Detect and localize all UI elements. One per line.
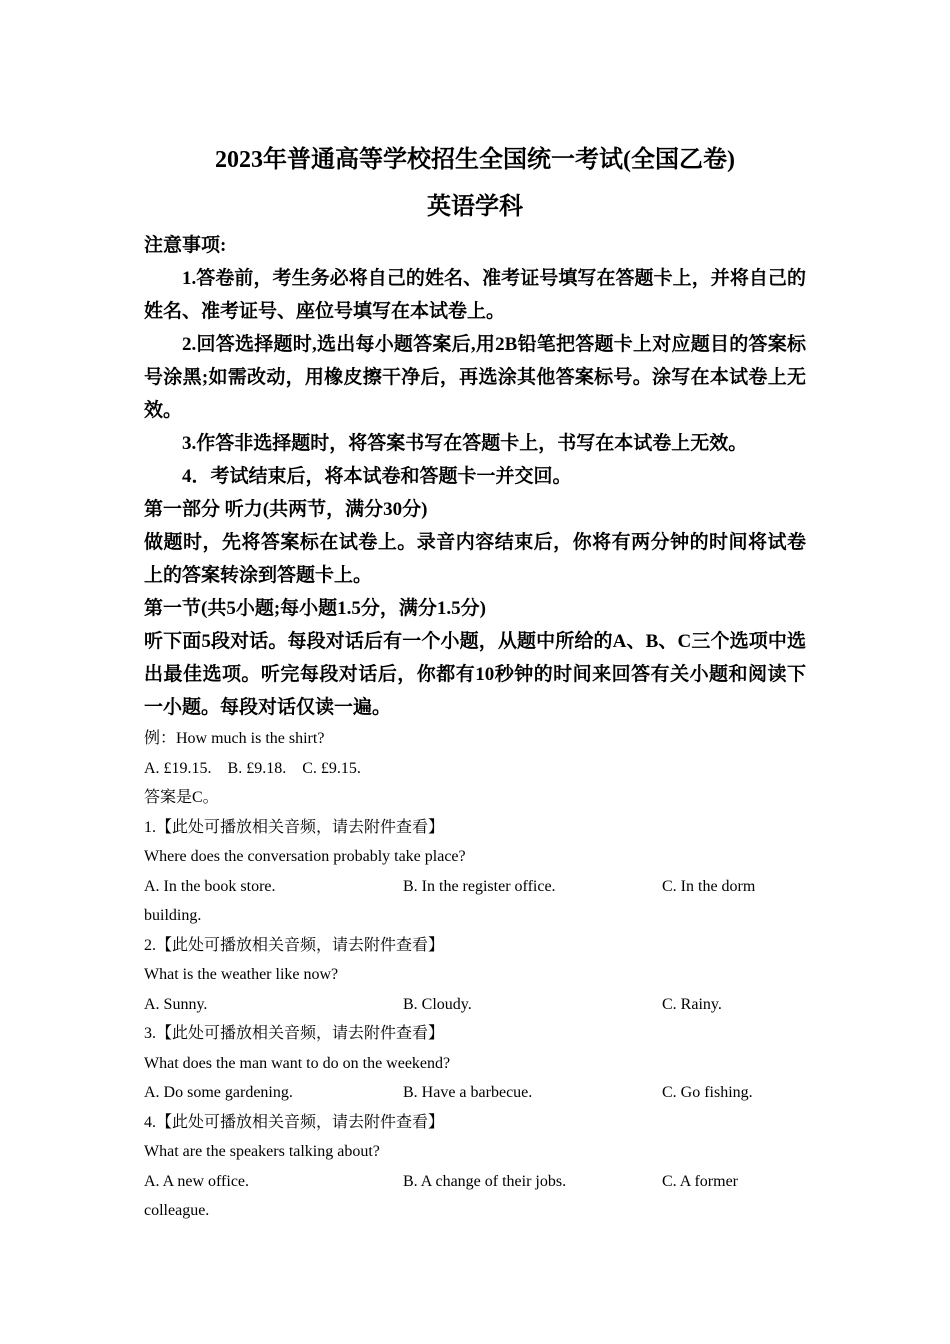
audio-placeholder[interactable]: 1.【此处可播放相关音频，请去附件查看】 <box>144 818 445 836</box>
option-a: A. In the book store. <box>144 877 276 895</box>
options-row <box>144 1078 806 1108</box>
option-a: A. Do some gardening. <box>144 1084 293 1101</box>
notice-item-4: 4．考试结束后，将本试卷和答题卡一并交回。 <box>182 466 572 487</box>
audio-placeholder[interactable]: 4.【此处可播放相关音频，请去附件查看】 <box>144 1113 445 1131</box>
notice-item-1: 1.答卷前，考生务必将自己的姓名、准考证号填写在答题卡上，并将自己的姓名、准考证号、座位号填写在本试卷上。 <box>144 268 806 322</box>
options-row <box>144 872 806 902</box>
option-c-wrap: colleague. <box>144 1202 210 1219</box>
question-text: What are the speakers talking about? <box>144 1143 380 1160</box>
part1-heading: 第一部分 听力(共两节，满分30分) <box>144 499 428 520</box>
options-row <box>144 990 806 1020</box>
notice-item-3: 3.作答非选择题时，将答案书写在答题卡上，书写在本试卷上无效。 <box>182 433 748 454</box>
option-c: C. Go fishing. <box>662 1084 753 1101</box>
part1-instruction: 做题时，先将答案标在试卷上。录音内容结束后，你将有两分钟的时间将试卷上的答案转涂到答题卡上。 <box>144 532 806 586</box>
exam-page <box>144 140 806 1226</box>
notice-heading: 注意事项: <box>144 235 227 256</box>
option-b: B. In the register office. <box>403 877 556 895</box>
question-1 <box>144 813 806 931</box>
question-text: What does the man want to do on the weekend? <box>144 1054 451 1072</box>
example-question: 例：How much is the shirt? <box>144 730 325 747</box>
option-b: B. Cloudy. <box>403 995 472 1013</box>
notice-item-2: 2.回答选择题时,选出每小题答案后,用2B铅笔把答题卡上对应题目的答案标号涂黑;如需改动，用橡皮擦干净后，再选涂其他答案标号。涂写在本试卷上无效。 <box>144 334 806 421</box>
option-c: C. In the dorm <box>662 877 756 895</box>
option-a: A. Sunny. <box>144 995 208 1013</box>
example-answer: 答案是C。 <box>144 789 219 806</box>
section1-instruction: 听下面5段对话。每段对话后有一个小题，从题中所给的A、B、C三个选项中选出最佳选项。听完每段对话后，你都有10秒钟的时间来回答有关小题和阅读下一小题。每段对话仅读一遍。 <box>144 631 806 718</box>
audio-placeholder[interactable]: 3.【此处可播放相关音频，请去附件查看】 <box>144 1025 445 1042</box>
example-options: A. £19.15. B. £9.18. C. £9.15. <box>144 759 361 777</box>
option-c: C. A former <box>662 1172 738 1190</box>
option-a: A. A new office. <box>144 1172 250 1190</box>
exam-title: 2023年普通高等学校招生全国统一考试(全国乙卷) <box>215 147 735 173</box>
option-c: C. Rainy. <box>662 995 722 1013</box>
option-c-wrap: building. <box>144 907 202 924</box>
question-3 <box>144 1019 806 1108</box>
question-2 <box>144 931 806 1020</box>
options-row <box>144 1167 806 1197</box>
section1-heading: 第一节(共5小题;每小题1.5分，满分1.5分) <box>144 598 486 619</box>
question-text: Where does the conversation probably take place? <box>144 848 466 865</box>
exam-subject: 英语学科 <box>427 194 523 220</box>
question-text: What is the weather like now? <box>144 966 339 983</box>
audio-placeholder[interactable]: 2.【此处可播放相关音频，请去附件查看】 <box>144 936 445 954</box>
option-b: B. Have a barbecue. <box>403 1084 533 1101</box>
option-b: B. A change of their jobs. <box>403 1172 567 1190</box>
question-4 <box>144 1108 806 1226</box>
